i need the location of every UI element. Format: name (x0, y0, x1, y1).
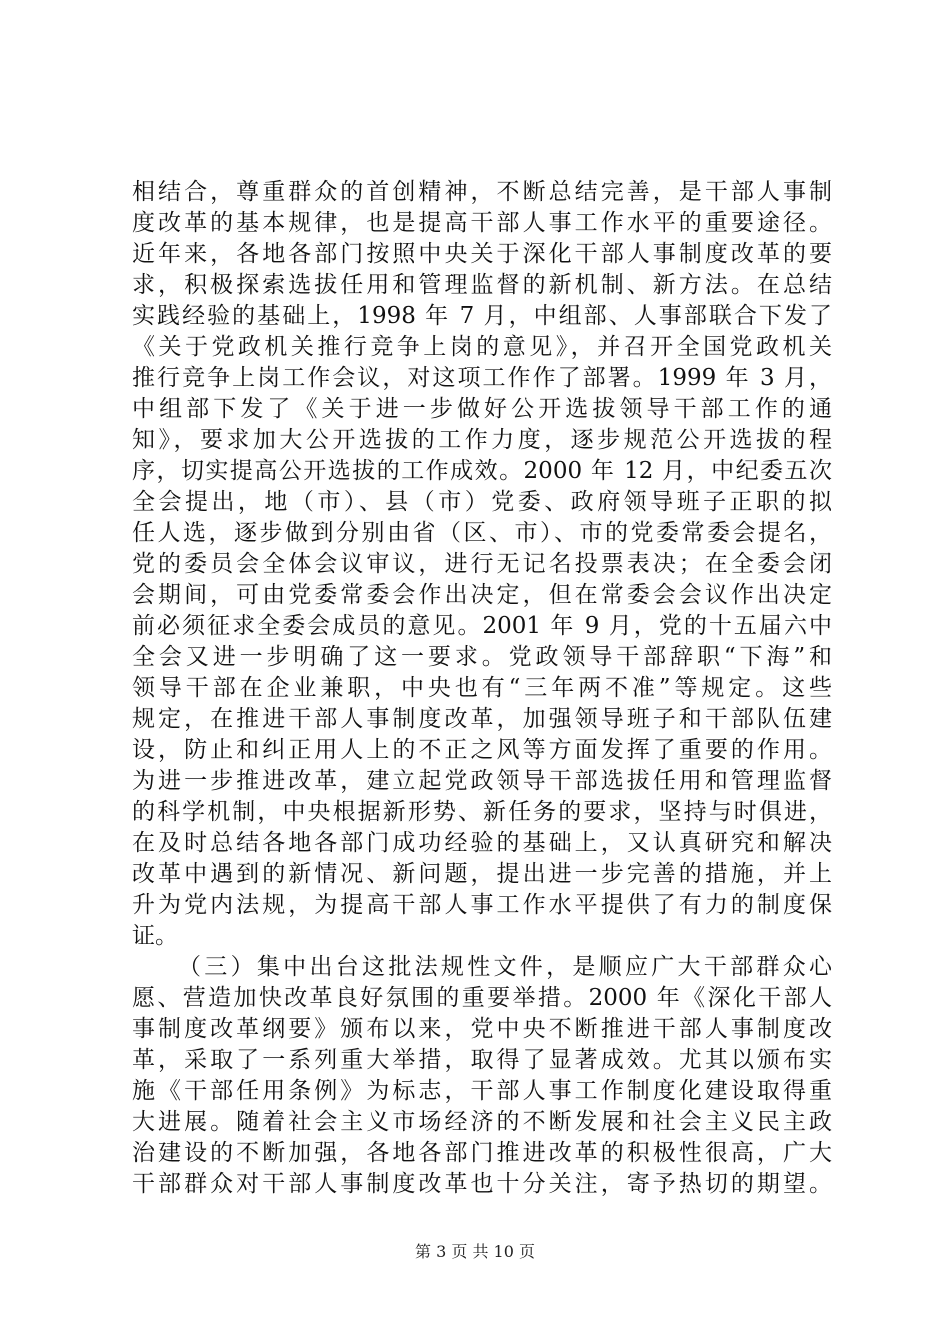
text-line: 相结合，尊重群众的首创精神，不断总结完善，是干部人事制 (132, 179, 832, 205)
text-line: 《关于党政机关推行竞争上岗的意见》，并召开全国党政机关 (132, 334, 832, 360)
text-line: 全会提出，地（市）、县（市）党委、政府领导班子正职的拟 (132, 489, 832, 515)
text-line: 前必须征求全委会成员的意见。2001 年 9 月，党的十五届六中 (132, 613, 832, 639)
text-line: 近年来，各地各部门按照中央关于深化干部人事制度改革的要 (132, 241, 832, 267)
body-text (132, 177, 832, 1200)
text-line: 干部群众对干部人事制度改革也十分关注，寄予热切的期望。 (132, 1171, 832, 1197)
text-line: 大进展。随着社会主义市场经济的不断发展和社会主义民主政 (132, 1109, 832, 1135)
text-line: 全会又进一步明确了这一要求。党政领导干部辞职“下海”和 (132, 644, 832, 670)
text-line: 党的委员会全体会议审议，进行无记名投票表决；在全委会闭 (132, 551, 832, 577)
text-line: 设，防止和纠正用人上的不正之风等方面发挥了重要的作用。 (132, 737, 832, 763)
text-line: 规定，在推进干部人事制度改革，加强领导班子和干部队伍建 (132, 706, 832, 732)
paragraph-first-line: （三）集中出台这批法规性文件，是顺应广大干部群众心 (178, 954, 832, 980)
text-line: 施《干部任用条例》为标志，干部人事工作制度化建设取得重 (132, 1078, 832, 1104)
text-line: 愿、营造加快改革良好氛围的重要举措。2000 年《深化干部人 (132, 985, 832, 1011)
text-line: 治建设的不断加强，各地各部门推进改革的积极性很高，广大 (132, 1140, 832, 1166)
text-line: 革，采取了一系列重大举措，取得了显著成效。尤其以颁布实 (132, 1047, 832, 1073)
text-line: 领导干部在企业兼职，中央也有“三年两不准”等规定。这些 (132, 675, 832, 701)
text-line: 序，切实提高公开选拔的工作成效。2000 年 12 月，中纪委五次 (132, 458, 832, 484)
text-line: 在及时总结各地各部门成功经验的基础上，又认真研究和解决 (132, 830, 832, 856)
text-line: 中组部下发了《关于进一步做好公开选拔领导干部工作的通 (132, 396, 832, 422)
text-line: 求，积极探索选拔任用和管理监督的新机制、新方法。在总结 (132, 272, 832, 298)
text-line: 升为党内法规，为提高干部人事工作水平提供了有力的制度保 (132, 892, 832, 918)
text-line: 事制度改革纲要》颁布以来，党中央不断推进干部人事制度改 (132, 1016, 832, 1042)
text-line: 为进一步推进改革，建立起党政领导干部选拔任用和管理监督 (132, 768, 832, 794)
text-line: 证。 (132, 923, 178, 949)
text-line: 改革中遇到的新情况、新问题，提出进一步完善的措施，并上 (132, 861, 832, 887)
text-line: 的科学机制，中央根据新形势、新任务的要求，坚持与时俱进， (132, 799, 832, 825)
text-line: 会期间，可由党委常委会作出决定，但在常委会会议作出决定 (132, 582, 832, 608)
text-line: 知》，要求加大公开选拔的工作力度，逐步规范公开选拔的程 (132, 427, 832, 453)
text-line: 实践经验的基础上，1998 年 7 月，中组部、人事部联合下发了 (132, 303, 832, 329)
text-line: 推行竞争上岗工作会议，对这项工作作了部署。1999 年 3 月， (132, 365, 832, 391)
text-line: 任人选，逐步做到分别由省（区、市）、市的党委常委会提名， (132, 520, 832, 546)
text-line: 度改革的基本规律，也是提高干部人事工作水平的重要途径。 (132, 210, 832, 236)
page-number-footer: 第 3 页 共 10 页 (415, 1242, 535, 1261)
